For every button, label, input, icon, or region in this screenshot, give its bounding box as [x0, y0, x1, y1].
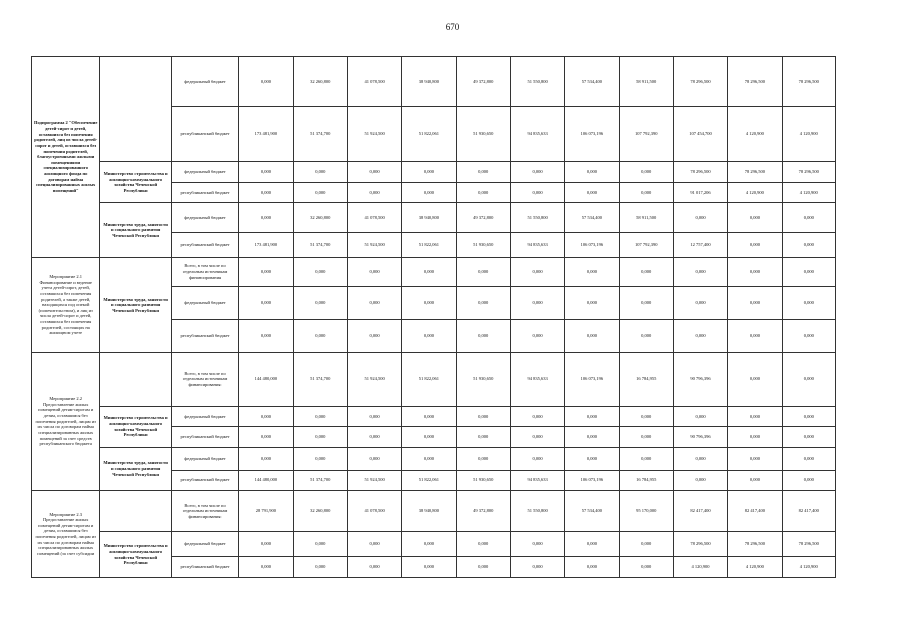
value-cell: 0,000	[619, 319, 673, 352]
value-cell: 0,000	[347, 182, 401, 203]
value-cell: 0,000	[293, 182, 347, 203]
value-cell: 0,000	[293, 406, 347, 427]
value-cell: 0,000	[510, 427, 564, 448]
value-cell: 0,000	[456, 162, 510, 183]
value-cell: 0,000	[728, 352, 782, 406]
value-cell: 0,000	[510, 319, 564, 352]
value-cell: 0,000	[402, 182, 456, 203]
responsible-cell	[100, 352, 171, 406]
value-cell: 0,000	[565, 182, 619, 203]
value-cell: 0,000	[782, 470, 835, 491]
value-cell: 0,000	[402, 406, 456, 427]
value-cell: 0,000	[673, 406, 727, 427]
value-cell: 0,000	[728, 258, 782, 287]
table-row	[32, 532, 836, 557]
value-cell: 0,000	[456, 557, 510, 578]
value-cell: 106 073,196	[565, 107, 619, 162]
table-row	[32, 352, 836, 406]
value-cell: 0,000	[619, 182, 673, 203]
value-cell: 0,000	[673, 286, 727, 319]
value-cell: 51 924,500	[347, 352, 401, 406]
value-cell: 95 170,000	[619, 491, 673, 532]
value-cell: 16 784,955	[619, 470, 673, 491]
value-cell: 4 120,900	[728, 107, 782, 162]
funding-source-cell: республиканский бюджет	[171, 232, 238, 257]
funding-source-cell: Всего, в том числе по отдельным источникам финансирования:	[171, 352, 238, 406]
responsible-cell: Министерство труда, занятости и социального развития Чеченской Республики	[100, 447, 171, 490]
value-cell: 0,000	[565, 406, 619, 427]
value-cell: 0,000	[673, 258, 727, 287]
value-cell: 82 417,400	[673, 491, 727, 532]
value-cell: 0,000	[619, 427, 673, 448]
value-cell: 32 260,800	[293, 491, 347, 532]
value-cell: 0,000	[293, 557, 347, 578]
value-cell: 78 296,500	[728, 162, 782, 183]
value-cell: 51 550,800	[510, 491, 564, 532]
value-cell: 0,000	[782, 286, 835, 319]
table-row	[32, 491, 836, 532]
value-cell: 0,000	[456, 286, 510, 319]
value-cell: 0,000	[239, 427, 293, 448]
value-cell: 51 374,700	[293, 352, 347, 406]
value-cell: 51 822,061	[402, 232, 456, 257]
value-cell: 78 296,500	[782, 57, 835, 107]
value-cell: 0,000	[565, 557, 619, 578]
value-cell: 0,000	[293, 447, 347, 470]
value-cell: 0,000	[402, 447, 456, 470]
funding-source-cell: федеральный бюджет	[171, 532, 238, 557]
value-cell: 0,000	[673, 203, 727, 233]
value-cell: 0,000	[456, 532, 510, 557]
value-cell: 4 120,900	[782, 557, 835, 578]
funding-source-cell: республиканский бюджет	[171, 107, 238, 162]
value-cell: 78 296,500	[782, 532, 835, 557]
value-cell: 107 792,390	[619, 107, 673, 162]
table-row	[32, 258, 836, 287]
value-cell: 0,000	[782, 427, 835, 448]
value-cell: 0,000	[782, 258, 835, 287]
value-cell: 0,000	[510, 258, 564, 287]
value-cell: 0,000	[239, 162, 293, 183]
value-cell: 0,000	[728, 470, 782, 491]
value-cell: 0,000	[456, 427, 510, 448]
value-cell: 78 296,500	[673, 57, 727, 107]
value-cell: 90 796,396	[673, 352, 727, 406]
value-cell: 0,000	[565, 286, 619, 319]
value-cell: 107 792,390	[619, 232, 673, 257]
value-cell: 0,000	[782, 352, 835, 406]
value-cell: 91 017,206	[673, 182, 727, 203]
value-cell: 51 822,061	[402, 107, 456, 162]
value-cell: 82 417,400	[782, 491, 835, 532]
value-cell: 49 372,800	[456, 203, 510, 233]
value-cell: 0,000	[402, 162, 456, 183]
value-cell: 0,000	[347, 286, 401, 319]
value-cell: 78 296,500	[728, 532, 782, 557]
value-cell: 94 835,633	[510, 352, 564, 406]
value-cell: 144 480,000	[239, 352, 293, 406]
value-cell: 0,000	[402, 319, 456, 352]
value-cell: 51 374,700	[293, 470, 347, 491]
value-cell: 0,000	[673, 319, 727, 352]
value-cell: 0,000	[456, 258, 510, 287]
program-name-cell: Мероприятие 2.1 Финансирование и ведение учета детей-сирот, детей, оставшихся без попечения родителей, а также детей, находящихся под опекой (попечительством), и лиц из числа детей-сирот и детей, оставшихся без попечения родителей, состоящих на жилищном учете	[32, 258, 100, 353]
value-cell: 0,000	[347, 427, 401, 448]
value-cell: 51 924,500	[347, 232, 401, 257]
value-cell: 16 784,955	[619, 352, 673, 406]
table-row	[32, 406, 836, 427]
value-cell: 94 835,633	[510, 232, 564, 257]
value-cell: 0,000	[402, 557, 456, 578]
value-cell: 0,000	[565, 258, 619, 287]
value-cell: 0,000	[239, 203, 293, 233]
value-cell: 0,000	[619, 162, 673, 183]
value-cell: 0,000	[293, 162, 347, 183]
value-cell: 0,000	[782, 203, 835, 233]
program-name-cell: Мероприятие 2.2 Предоставление жилых помещений детям-сиротам и детям, оставшимся без попечения родителей, лицам из их числа по договорам найма специализированных жилых помещений за счет средств республиканского бюджета	[32, 352, 100, 490]
responsible-cell: Министерство строительства и жилищно-коммунального хозяйства Чеченской Республики	[100, 406, 171, 447]
value-cell: 51 374,700	[293, 232, 347, 257]
value-cell: 51 924,500	[347, 470, 401, 491]
value-cell: 0,000	[347, 532, 401, 557]
value-cell: 144 480,000	[239, 470, 293, 491]
value-cell: 0,000	[565, 162, 619, 183]
value-cell: 0,000	[347, 258, 401, 287]
value-cell: 0,000	[565, 447, 619, 470]
value-cell: 90 796,396	[673, 427, 727, 448]
value-cell: 0,000	[347, 162, 401, 183]
value-cell: 0,000	[728, 406, 782, 427]
value-cell: 0,000	[456, 447, 510, 470]
responsible-cell: Министерство труда, занятости и социального развития Чеченской Республики	[100, 203, 171, 258]
value-cell: 173 481,900	[239, 232, 293, 257]
value-cell: 0,000	[510, 557, 564, 578]
responsible-cell: Министерство труда, занятости и социального развития Чеченской Республики	[100, 258, 171, 353]
value-cell: 38 940,800	[402, 491, 456, 532]
value-cell: 0,000	[402, 427, 456, 448]
budget-table	[31, 56, 836, 578]
value-cell: 78 296,500	[782, 162, 835, 183]
value-cell: 51 930,650	[456, 107, 510, 162]
value-cell: 0,000	[239, 182, 293, 203]
value-cell: 0,000	[456, 406, 510, 427]
value-cell: 51 822,061	[402, 470, 456, 491]
value-cell: 0,000	[347, 319, 401, 352]
funding-source-cell: республиканский бюджет	[171, 319, 238, 352]
value-cell: 0,000	[402, 532, 456, 557]
value-cell: 0,000	[782, 447, 835, 470]
value-cell: 0,000	[728, 286, 782, 319]
value-cell: 51 924,500	[347, 107, 401, 162]
value-cell: 0,000	[239, 286, 293, 319]
value-cell: 0,000	[239, 557, 293, 578]
value-cell: 4 120,900	[782, 107, 835, 162]
value-cell: 57 534,400	[565, 203, 619, 233]
value-cell: 106 073,196	[565, 352, 619, 406]
funding-source-cell: федеральный бюджет	[171, 162, 238, 183]
value-cell: 0,000	[347, 406, 401, 427]
value-cell: 0,000	[728, 427, 782, 448]
value-cell: 4 120,900	[673, 557, 727, 578]
value-cell: 51 930,650	[456, 352, 510, 406]
value-cell: 0,000	[782, 319, 835, 352]
value-cell: 173 481,900	[239, 107, 293, 162]
funding-source-cell: Всего, в том числе по отдельным источникам финансирования	[171, 258, 238, 287]
value-cell: 0,000	[673, 470, 727, 491]
funding-source-cell: федеральный бюджет	[171, 447, 238, 470]
value-cell: 4 120,900	[728, 557, 782, 578]
value-cell: 82 417,400	[728, 491, 782, 532]
page-number: 670	[445, 22, 460, 32]
value-cell: 12 757,400	[673, 232, 727, 257]
value-cell: 107 454,700	[673, 107, 727, 162]
table-row	[32, 447, 836, 470]
value-cell: 0,000	[619, 532, 673, 557]
value-cell: 0,000	[728, 232, 782, 257]
value-cell: 78 296,500	[728, 57, 782, 107]
value-cell: 41 078,500	[347, 203, 401, 233]
funding-source-cell: республиканский бюджет	[171, 427, 238, 448]
value-cell: 58 911,500	[619, 57, 673, 107]
value-cell: 38 940,800	[402, 203, 456, 233]
funding-source-cell: Всего, в том числе по отдельным источникам финансирования:	[171, 491, 238, 532]
value-cell: 49 372,800	[456, 491, 510, 532]
value-cell: 0,000	[239, 319, 293, 352]
value-cell: 0,000	[619, 406, 673, 427]
value-cell: 106 073,196	[565, 232, 619, 257]
value-cell: 0,000	[239, 258, 293, 287]
value-cell: 0,000	[619, 286, 673, 319]
value-cell: 0,000	[619, 258, 673, 287]
value-cell: 0,000	[782, 232, 835, 257]
funding-source-cell: федеральный бюджет	[171, 406, 238, 427]
table-row	[32, 57, 836, 107]
value-cell: 0,000	[239, 57, 293, 107]
funding-source-cell: федеральный бюджет	[171, 57, 238, 107]
value-cell: 0,000	[728, 203, 782, 233]
value-cell: 0,000	[728, 447, 782, 470]
funding-source-cell: республиканский бюджет	[171, 182, 238, 203]
value-cell: 38 940,800	[402, 57, 456, 107]
program-name-cell: Мероприятие 2.3 Предоставление жилых помещений детям-сиротам и детям, оставшимся без попечения родителей, лицам из их числа по договорам найма специализированных жилых помещений (за счет субсидии	[32, 491, 100, 578]
value-cell: 0,000	[239, 406, 293, 427]
value-cell: 0,000	[293, 258, 347, 287]
table-row	[32, 203, 836, 233]
funding-source-cell: федеральный бюджет	[171, 203, 238, 233]
value-cell: 49 372,800	[456, 57, 510, 107]
value-cell: 0,000	[293, 427, 347, 448]
value-cell: 32 260,800	[293, 57, 347, 107]
value-cell: 0,000	[402, 286, 456, 319]
value-cell: 94 835,633	[510, 107, 564, 162]
value-cell: 0,000	[456, 319, 510, 352]
responsible-cell	[100, 57, 171, 162]
value-cell: 51 930,650	[456, 232, 510, 257]
value-cell: 0,000	[565, 532, 619, 557]
value-cell: 0,000	[239, 532, 293, 557]
responsible-cell: Министерство строительства и жилищно-коммунального хозяйства Чеченской Республики	[100, 532, 171, 578]
program-name-cell: Подпрограмма 2 "Обеспечение детей-сирот и детей, оставшихся без попечения родителей, лиц из числа детей-сирот и детей, оставшихся без попечения родителей, благоустроенными жилыми помещениями специализированного жилищного фонда по договорам найма специализированных жилых помещений"	[32, 57, 100, 258]
funding-source-cell: республиканский бюджет	[171, 470, 238, 491]
funding-source-cell: федеральный бюджет	[171, 286, 238, 319]
value-cell: 32 260,800	[293, 203, 347, 233]
value-cell: 0,000	[293, 319, 347, 352]
value-cell: 51 930,650	[456, 470, 510, 491]
value-cell: 28 791,900	[239, 491, 293, 532]
value-cell: 0,000	[619, 557, 673, 578]
value-cell: 0,000	[565, 427, 619, 448]
value-cell: 51 550,800	[510, 57, 564, 107]
value-cell: 57 534,400	[565, 491, 619, 532]
value-cell: 0,000	[239, 447, 293, 470]
value-cell: 94 835,633	[510, 470, 564, 491]
table-row	[32, 162, 836, 183]
value-cell: 0,000	[510, 182, 564, 203]
value-cell: 0,000	[510, 286, 564, 319]
value-cell: 4 120,900	[782, 182, 835, 203]
value-cell: 0,000	[293, 286, 347, 319]
value-cell: 41 078,500	[347, 491, 401, 532]
value-cell: 41 078,500	[347, 57, 401, 107]
value-cell: 0,000	[728, 319, 782, 352]
value-cell: 106 073,196	[565, 470, 619, 491]
value-cell: 0,000	[347, 447, 401, 470]
value-cell: 0,000	[673, 447, 727, 470]
value-cell: 0,000	[510, 532, 564, 557]
value-cell: 0,000	[402, 258, 456, 287]
value-cell: 0,000	[456, 182, 510, 203]
funding-source-cell: республиканский бюджет	[171, 557, 238, 578]
value-cell: 0,000	[782, 406, 835, 427]
responsible-cell: Министерство строительства и жилищно-коммунального хозяйства Чеченской Республики	[100, 162, 171, 203]
value-cell: 0,000	[510, 162, 564, 183]
value-cell: 51 822,061	[402, 352, 456, 406]
value-cell: 51 374,700	[293, 107, 347, 162]
value-cell: 0,000	[293, 532, 347, 557]
value-cell: 0,000	[510, 406, 564, 427]
value-cell: 0,000	[619, 447, 673, 470]
value-cell: 4 120,900	[728, 182, 782, 203]
value-cell: 0,000	[510, 447, 564, 470]
responsible-cell	[100, 491, 171, 532]
value-cell: 78 296,500	[673, 162, 727, 183]
value-cell: 57 534,400	[565, 57, 619, 107]
value-cell: 58 911,500	[619, 203, 673, 233]
value-cell: 78 296,500	[673, 532, 727, 557]
value-cell: 51 550,800	[510, 203, 564, 233]
value-cell: 0,000	[347, 557, 401, 578]
value-cell: 0,000	[565, 319, 619, 352]
